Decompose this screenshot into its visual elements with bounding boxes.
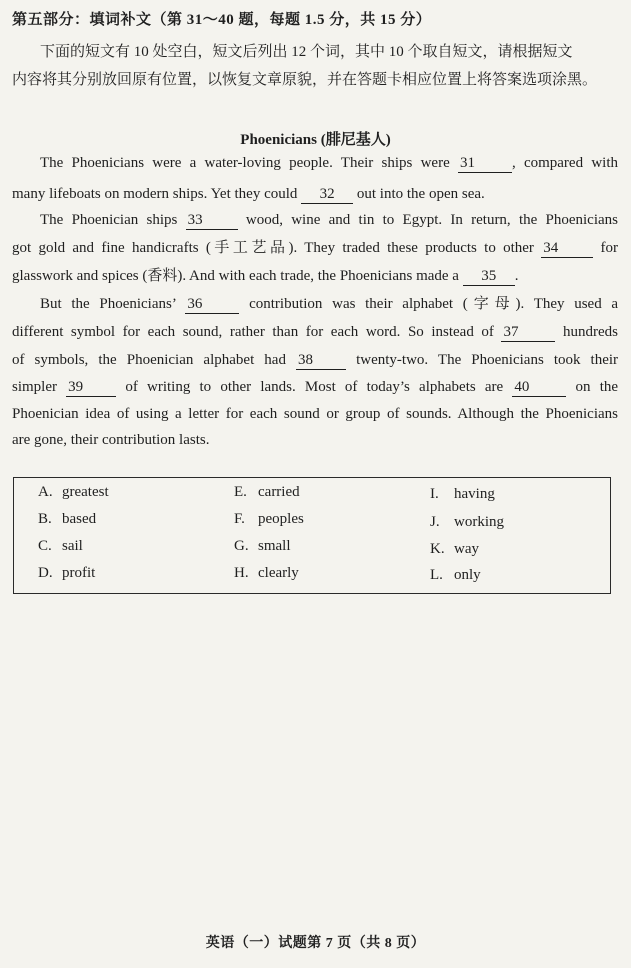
option-letter: L.	[430, 567, 443, 583]
text: different symbol for each sound, rather than for each word. So instead of	[12, 324, 494, 340]
page-footer: 英语（一）试题第 7 页（共 8 页）	[205, 936, 426, 951]
option-letter: E.	[234, 484, 247, 500]
text: on the	[575, 379, 619, 395]
text: But the Phoenicians’	[40, 296, 176, 312]
instructions-line-1: 下面的短文有 10 处空白，短文后列出 12 个词，其中 10 个取自短文，请根据短文	[40, 44, 573, 60]
option-word: only	[454, 567, 481, 583]
text: many lifeboats on modern ships. Yet they could	[12, 186, 298, 202]
text: of symbols, the Phoenician alphabet had	[12, 352, 286, 368]
option-word: based	[62, 511, 97, 527]
option-h	[234, 565, 299, 582]
blank-31: 31	[458, 155, 512, 173]
text: , compared with	[511, 155, 618, 171]
option-letter: C.	[38, 538, 52, 554]
option-letter: H.	[234, 565, 249, 581]
option-g	[234, 538, 291, 555]
p3-line-5: Phoenician idea of using a letter for each sound or group of sounds. Although the Phoenicians	[12, 406, 618, 422]
text: simpler	[12, 379, 57, 395]
blank-38: 38	[296, 352, 346, 370]
option-word: clearly	[258, 565, 299, 581]
blank-32: 32	[301, 186, 353, 204]
option-letter: J.	[430, 514, 440, 530]
option-i	[430, 486, 495, 503]
instructions-line-2: 内容将其分别放回原有位置，以恢复文章原貌，并在答题卡相应位置上将答案选项涂黑。	[12, 72, 598, 88]
text: got gold and fine handicrafts (手工艺品). They traded these products to other	[12, 240, 534, 256]
option-letter: G.	[234, 538, 249, 554]
text: The Phoenicians were a water-loving people. Their ships were	[40, 155, 450, 171]
option-letter: B.	[38, 511, 52, 527]
option-word: small	[258, 538, 291, 554]
option-letter: K.	[430, 541, 445, 557]
option-j	[430, 514, 504, 531]
p3-line-1	[40, 294, 618, 314]
option-l	[430, 567, 481, 584]
option-word: way	[454, 541, 479, 557]
article-title: Phoenicians (腓尼基人)	[240, 132, 391, 148]
text: hundreds	[563, 324, 619, 340]
p3-line-3	[12, 350, 618, 370]
option-word: sail	[62, 538, 83, 554]
option-letter: D.	[38, 565, 53, 581]
option-e	[234, 484, 300, 501]
option-word: working	[454, 514, 504, 530]
text: twenty-two. The Phoenicians took their	[356, 352, 619, 368]
blank-37: 37	[501, 324, 555, 342]
text: wood, wine and tin to Egypt. In return, the Phoenicians	[245, 212, 619, 228]
option-word: greatest	[62, 484, 109, 500]
option-letter: F.	[234, 511, 245, 527]
section-title: 第五部分：填词补文（第 31～40 题，每题 1.5 分，共 15 分）	[12, 12, 432, 28]
text: glasswork and spices (香料). And with each trade, the Phoenicians made a	[12, 268, 459, 284]
blank-35: 35	[463, 268, 515, 286]
option-a	[38, 484, 109, 501]
blank-40: 40	[512, 379, 566, 397]
text: of writing to other lands. Most of today’s alphabets are	[125, 379, 504, 395]
p1-line-2	[12, 184, 618, 204]
blank-34: 34	[541, 240, 593, 258]
p2-line-1	[40, 210, 618, 230]
text: .	[514, 268, 519, 284]
word-bank-box	[13, 477, 611, 594]
option-c	[38, 538, 83, 555]
option-word: carried	[258, 484, 300, 500]
blank-36: 36	[185, 296, 239, 314]
text: for	[600, 240, 618, 256]
option-word: peoples	[258, 511, 304, 527]
text: out into the open sea.	[356, 186, 485, 202]
option-letter: I.	[430, 486, 439, 502]
option-b	[38, 511, 96, 528]
option-f	[234, 511, 304, 528]
option-letter: A.	[38, 484, 53, 500]
option-word: having	[454, 486, 495, 502]
blank-33: 33	[186, 212, 238, 230]
text: The Phoenician ships	[40, 212, 178, 228]
option-word: profit	[62, 565, 96, 581]
p1-line-1	[40, 153, 618, 173]
p2-line-3	[12, 266, 618, 286]
p3-line-2	[12, 322, 618, 342]
p2-line-2	[12, 238, 618, 258]
p3-line-6: are gone, their contribution lasts.	[12, 432, 210, 448]
option-k	[430, 541, 479, 558]
p3-line-4	[12, 377, 618, 397]
option-d	[38, 565, 95, 582]
blank-39: 39	[66, 379, 116, 397]
text: contribution was their alphabet (字母). They used a	[249, 296, 619, 312]
